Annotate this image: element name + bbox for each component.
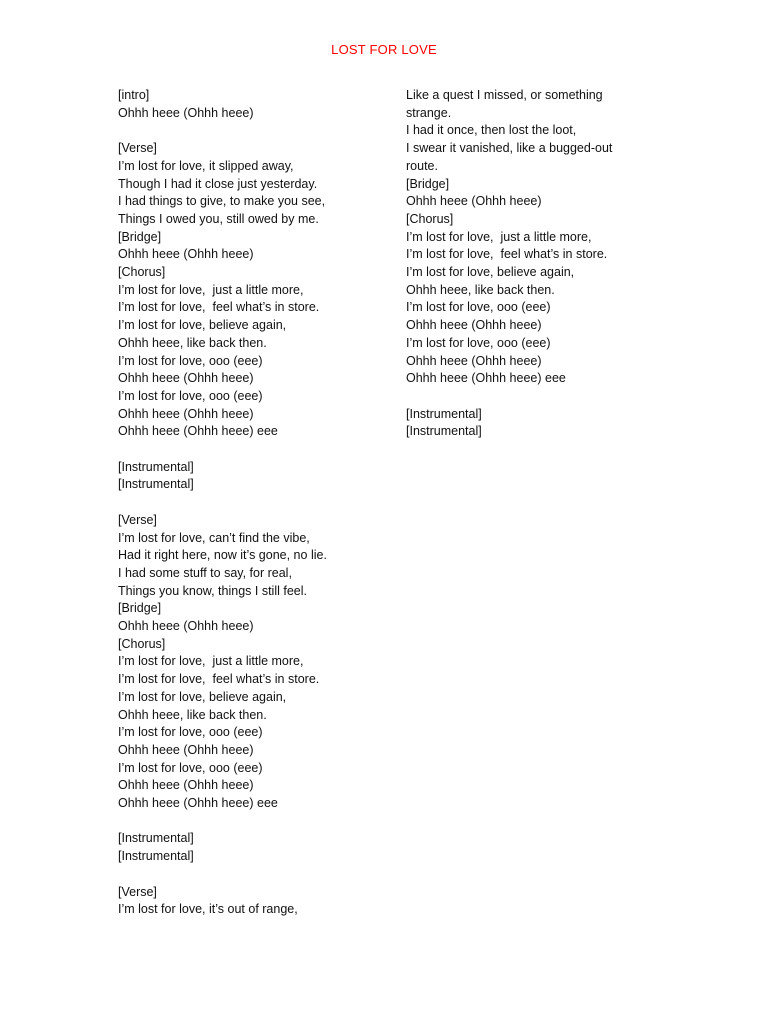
- lyric-line: Ohhh heee (Ohhh heee) eee: [118, 424, 278, 439]
- lyric-line: Ohhh heee (Ohhh heee): [118, 778, 254, 793]
- lyric-line: Things I owed you, still owed by me.: [118, 211, 319, 226]
- lyric-line: Ohhh heee (Ohhh heee): [406, 318, 542, 333]
- lyric-line: I’m lost for love, it slipped away,: [118, 158, 294, 173]
- blank-line: [118, 441, 378, 459]
- lyric-line: Had it right here, now it’s gone, no lie.: [118, 548, 327, 563]
- section-label: [Instrumental]: [118, 831, 194, 846]
- document-title: LOST FOR LOVE: [331, 42, 437, 57]
- section-label: [Instrumental]: [118, 477, 194, 492]
- lyrics-left-column: [118, 87, 378, 919]
- lyric-line: I swear it vanished, like a bugged-out: [406, 141, 613, 156]
- lyric-line: Things you know, things I still feel.: [118, 583, 307, 598]
- lyric-line: I’m lost for love, can’t find the vibe,: [118, 530, 310, 545]
- lyric-line: Though I had it close just yesterday.: [118, 176, 318, 191]
- section-label: [Verse]: [118, 512, 157, 527]
- lyric-line: Ohhh heee (Ohhh heee) eee: [406, 371, 566, 386]
- section-label: [Instrumental]: [118, 849, 194, 864]
- lyric-line: Ohhh heee, like back then.: [406, 282, 555, 297]
- lyric-line: route.: [406, 158, 438, 173]
- lyric-line: Ohhh heee, like back then.: [118, 335, 267, 350]
- lyric-line: I had it once, then lost the loot,: [406, 123, 577, 138]
- section-label: [Instrumental]: [406, 406, 482, 421]
- section-label: [Bridge]: [118, 229, 162, 244]
- lyric-line: I had some stuff to say, for real,: [118, 565, 292, 580]
- section-label: [Verse]: [118, 884, 157, 899]
- lyric-line: Ohhh heee, like back then.: [118, 707, 267, 722]
- lyric-line: Ohhh heee (Ohhh heee): [118, 247, 254, 262]
- blank-line: [118, 494, 378, 512]
- blank-line: [118, 866, 378, 884]
- lyric-line: Like a quest I missed, or something: [406, 88, 603, 102]
- blank-line: [118, 813, 378, 831]
- lyric-line: Ohhh heee (Ohhh heee): [118, 742, 254, 757]
- lyric-line: I’m lost for love, feel what’s in store.: [406, 247, 608, 262]
- lyric-line: I’m lost for love, feel what’s in store.: [118, 300, 320, 315]
- lyric-line: I had things to give, to make you see,: [118, 194, 326, 209]
- lyric-line: I’m lost for love, feel what’s in store.: [118, 672, 320, 687]
- lyric-line: Ohhh heee (Ohhh heee): [406, 353, 542, 368]
- section-label: [Bridge]: [118, 601, 162, 616]
- lyric-line: I’m lost for love, believe again,: [406, 265, 575, 280]
- lyric-line: I’m lost for love, believe again,: [118, 689, 287, 704]
- lyric-line: Ohhh heee (Ohhh heee) eee: [118, 796, 278, 811]
- section-label: [Verse]: [118, 141, 157, 156]
- blank-line: [118, 122, 378, 140]
- section-label: [Instrumental]: [406, 424, 482, 439]
- lyric-line: I’m lost for love, ooo (eee): [118, 353, 263, 368]
- section-label: [Chorus]: [118, 265, 166, 280]
- blank-line: [406, 388, 666, 406]
- lyric-line: I’m lost for love, believe again,: [118, 318, 287, 333]
- lyric-line: Ohhh heee (Ohhh heee): [118, 371, 254, 386]
- lyric-line: Ohhh heee (Ohhh heee): [118, 406, 254, 421]
- lyric-line: I’m lost for love, it’s out of range,: [118, 902, 298, 917]
- section-label: [Chorus]: [406, 211, 454, 226]
- lyric-line: I’m lost for love, ooo (eee): [118, 760, 263, 775]
- section-label: [Chorus]: [118, 636, 166, 651]
- section-label: [Bridge]: [406, 176, 450, 191]
- lyric-line: strange.: [406, 105, 452, 120]
- lyric-line: I’m lost for love, just a little more,: [118, 282, 304, 297]
- lyrics-right-column: [406, 87, 666, 441]
- lyric-line: Ohhh heee (Ohhh heee): [118, 619, 254, 634]
- lyric-line: I’m lost for love, just a little more,: [118, 654, 304, 669]
- lyric-line: Ohhh heee (Ohhh heee): [118, 105, 254, 120]
- lyric-line: Ohhh heee (Ohhh heee): [406, 194, 542, 209]
- section-label: [intro]: [118, 88, 150, 102]
- lyric-line: I’m lost for love, ooo (eee): [406, 335, 551, 350]
- lyric-line: I’m lost for love, ooo (eee): [118, 388, 263, 403]
- section-label: [Instrumental]: [118, 459, 194, 474]
- lyric-line: I’m lost for love, ooo (eee): [118, 725, 263, 740]
- lyric-line: I’m lost for love, ooo (eee): [406, 300, 551, 315]
- lyric-line: I’m lost for love, just a little more,: [406, 229, 592, 244]
